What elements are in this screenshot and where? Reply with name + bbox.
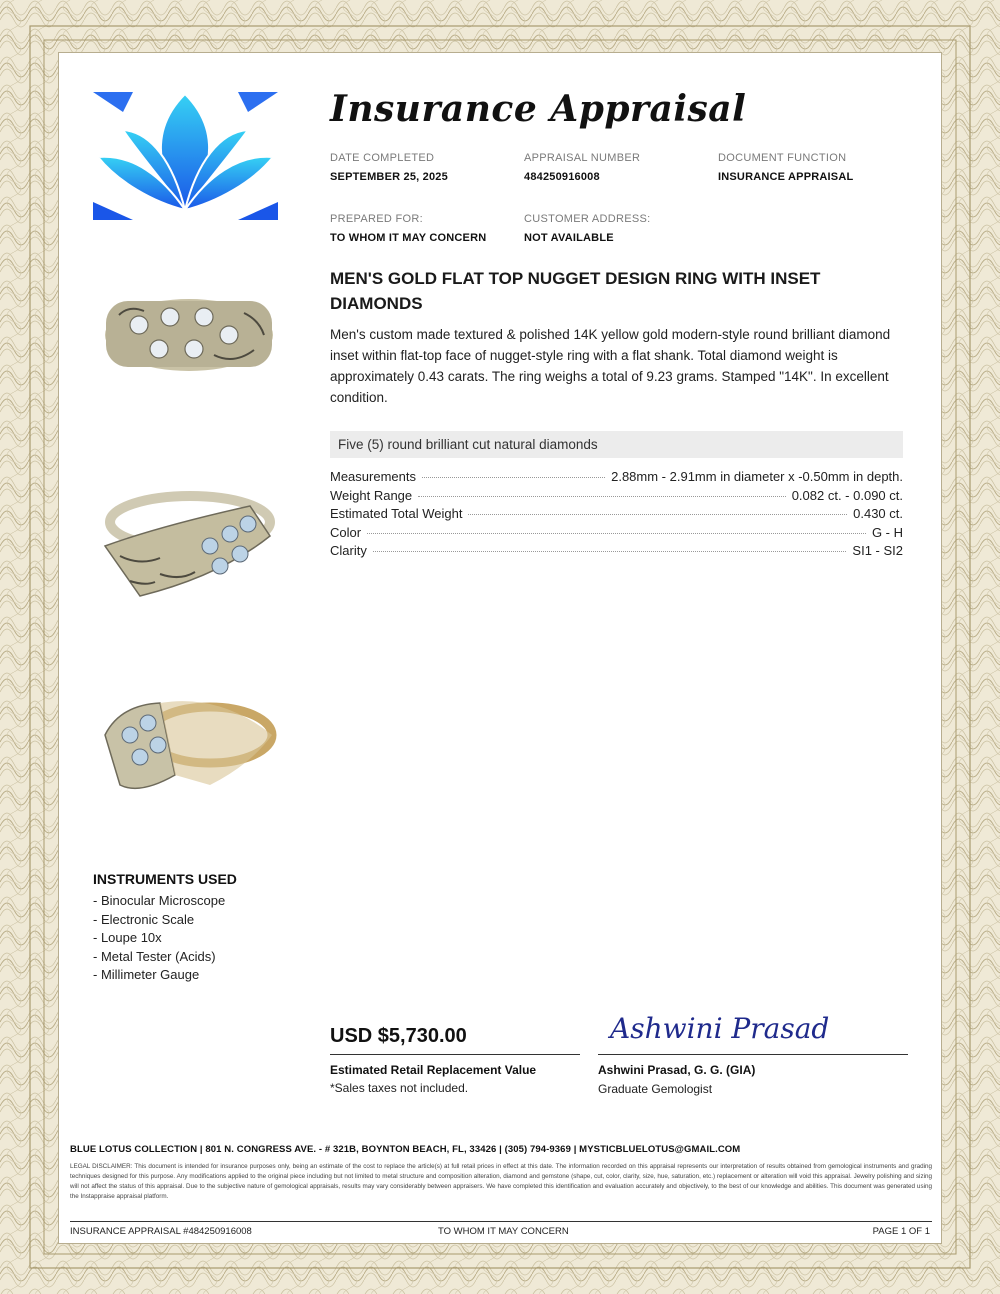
legal-disclaimer: LEGAL DISCLAIMER: This document is intended for insurance purposes only, being an estimate of the cost to replace the article(s) at full retail prices in effect at this date. The information recorded on this appraisal represents our interpretation of results obtained from gemological instruments and grading techniques designed for this purpose. Any modifications applied to the original piece including but not limited to metal structure and composition alteration, diamond and gemstone (shape, cut, color, clarity, size, hue, saturation, etc.) replacement or alteration will void this appraisal. Jewelry polishing and sizing will not affect the status of this appraisal. Due to the subjective nature of gemological appraisals, results may vary considerably between appraisers. We have completed this identification and evaluation accurately and objectively, to the best of our knowledge and abilities. This document was generated using the Instappraise appraisal platform. [70,1163,932,1200]
spec-row [330,524,903,543]
signature: Ashwini Prasad [610,1012,830,1045]
document-title: Insurance Appraisal [330,88,747,130]
spec-label: Weight Range [330,487,413,503]
leader-dots [468,514,847,515]
spec-row [330,505,903,524]
spec-table [330,468,903,561]
spec-label: Color [330,524,362,540]
tax-note: *Sales taxes not included. [330,1081,469,1095]
appraised-value: USD $5,730.00 [330,1025,467,1047]
company-line: BLUE LOTUS COLLECTION | 801 N. CONGRESS AVE. - # 321B, BOYNTON BEACH, FL, 33426 | (305) 794-9369 | MYSTICBLUELOTUS@GMAIL.COM [70,1144,741,1155]
value-divider [330,1054,580,1055]
ring-photo-side [100,695,280,807]
spec-label: Estimated Total Weight [330,506,463,522]
leader-dots [418,496,786,497]
spec-value: 0.082 ct. - 0.090 ct. [791,487,903,503]
ring-photo-angle [100,486,280,602]
meta-value: 484250916008 [524,171,600,183]
footer-page-number: PAGE 1 OF 1 [872,1226,930,1237]
footer-divider [70,1221,932,1222]
meta-value: TO WHOM IT MAY CONCERN [330,232,487,244]
leader-dots [422,477,605,478]
meta-label: PREPARED FOR: [330,213,423,225]
list-item: - Metal Tester (Acids) [93,948,216,964]
footer-recipient: TO WHOM IT MAY CONCERN [438,1226,569,1237]
appraiser-name: Ashwini Prasad, G. G. (GIA) [598,1063,756,1077]
meta-label: DOCUMENT FUNCTION [718,152,847,164]
item-description: Men's custom made textured & polished 14K yellow gold modern-style round brilliant diamond inset within flat-top face of nugget-style ring with a flat shank. Total diamond weight is approximately 0.43 carats. The ring weighs a total of 9.23 grams. Stamped "14K". In excellent condition. [330,327,891,405]
meta-prepared-for [330,213,486,244]
stone-banner: Five (5) round brilliant cut natural diamonds [330,431,903,458]
leader-dots [367,533,866,534]
spec-row [330,487,903,506]
leader-dots [373,551,847,552]
appraiser-title: Graduate Gemologist [598,1082,713,1096]
list-item: - Millimeter Gauge [93,967,200,983]
meta-value: SEPTEMBER 25, 2025 [330,171,448,183]
spec-value: G - H [871,524,903,540]
lotus-logo [93,92,278,220]
instruments-list [93,892,225,985]
meta-appraisal-number [524,152,640,183]
list-item: - Binocular Microscope [93,893,226,908]
signature-divider [598,1054,908,1055]
spec-label: Measurements [330,469,416,484]
meta-value: INSURANCE APPRAISAL [718,171,854,183]
meta-value: NOT AVAILABLE [524,232,614,244]
instruments-title: INSTRUMENTS USED [93,871,237,887]
meta-customer-address [524,213,651,244]
spec-row [330,542,903,561]
meta-date-completed [330,152,448,183]
list-item: - Electronic Scale [93,911,195,927]
spec-label: Clarity [330,543,367,559]
meta-label: DATE COMPLETED [330,152,435,164]
meta-label: APPRAISAL NUMBER [524,152,641,164]
footer-appraisal-number: INSURANCE APPRAISAL #484250916008 [70,1226,252,1237]
item-title: MEN'S GOLD FLAT TOP NUGGET DESIGN RING WITH INSET DIAMONDS [330,269,821,313]
list-item: - Loupe 10x [93,930,162,946]
value-label: Estimated Retail Replacement Value [330,1063,537,1077]
ring-photo-top [104,295,274,375]
meta-label: CUSTOMER ADDRESS: [524,213,651,225]
spec-value: 2.88mm - 2.91mm in diameter x -0.50mm in depth. [611,469,903,484]
spec-value: 0.430 ct. [853,506,903,522]
meta-document-function [718,152,853,183]
spec-row [330,468,903,487]
spec-value: SI1 - SI2 [852,543,903,559]
